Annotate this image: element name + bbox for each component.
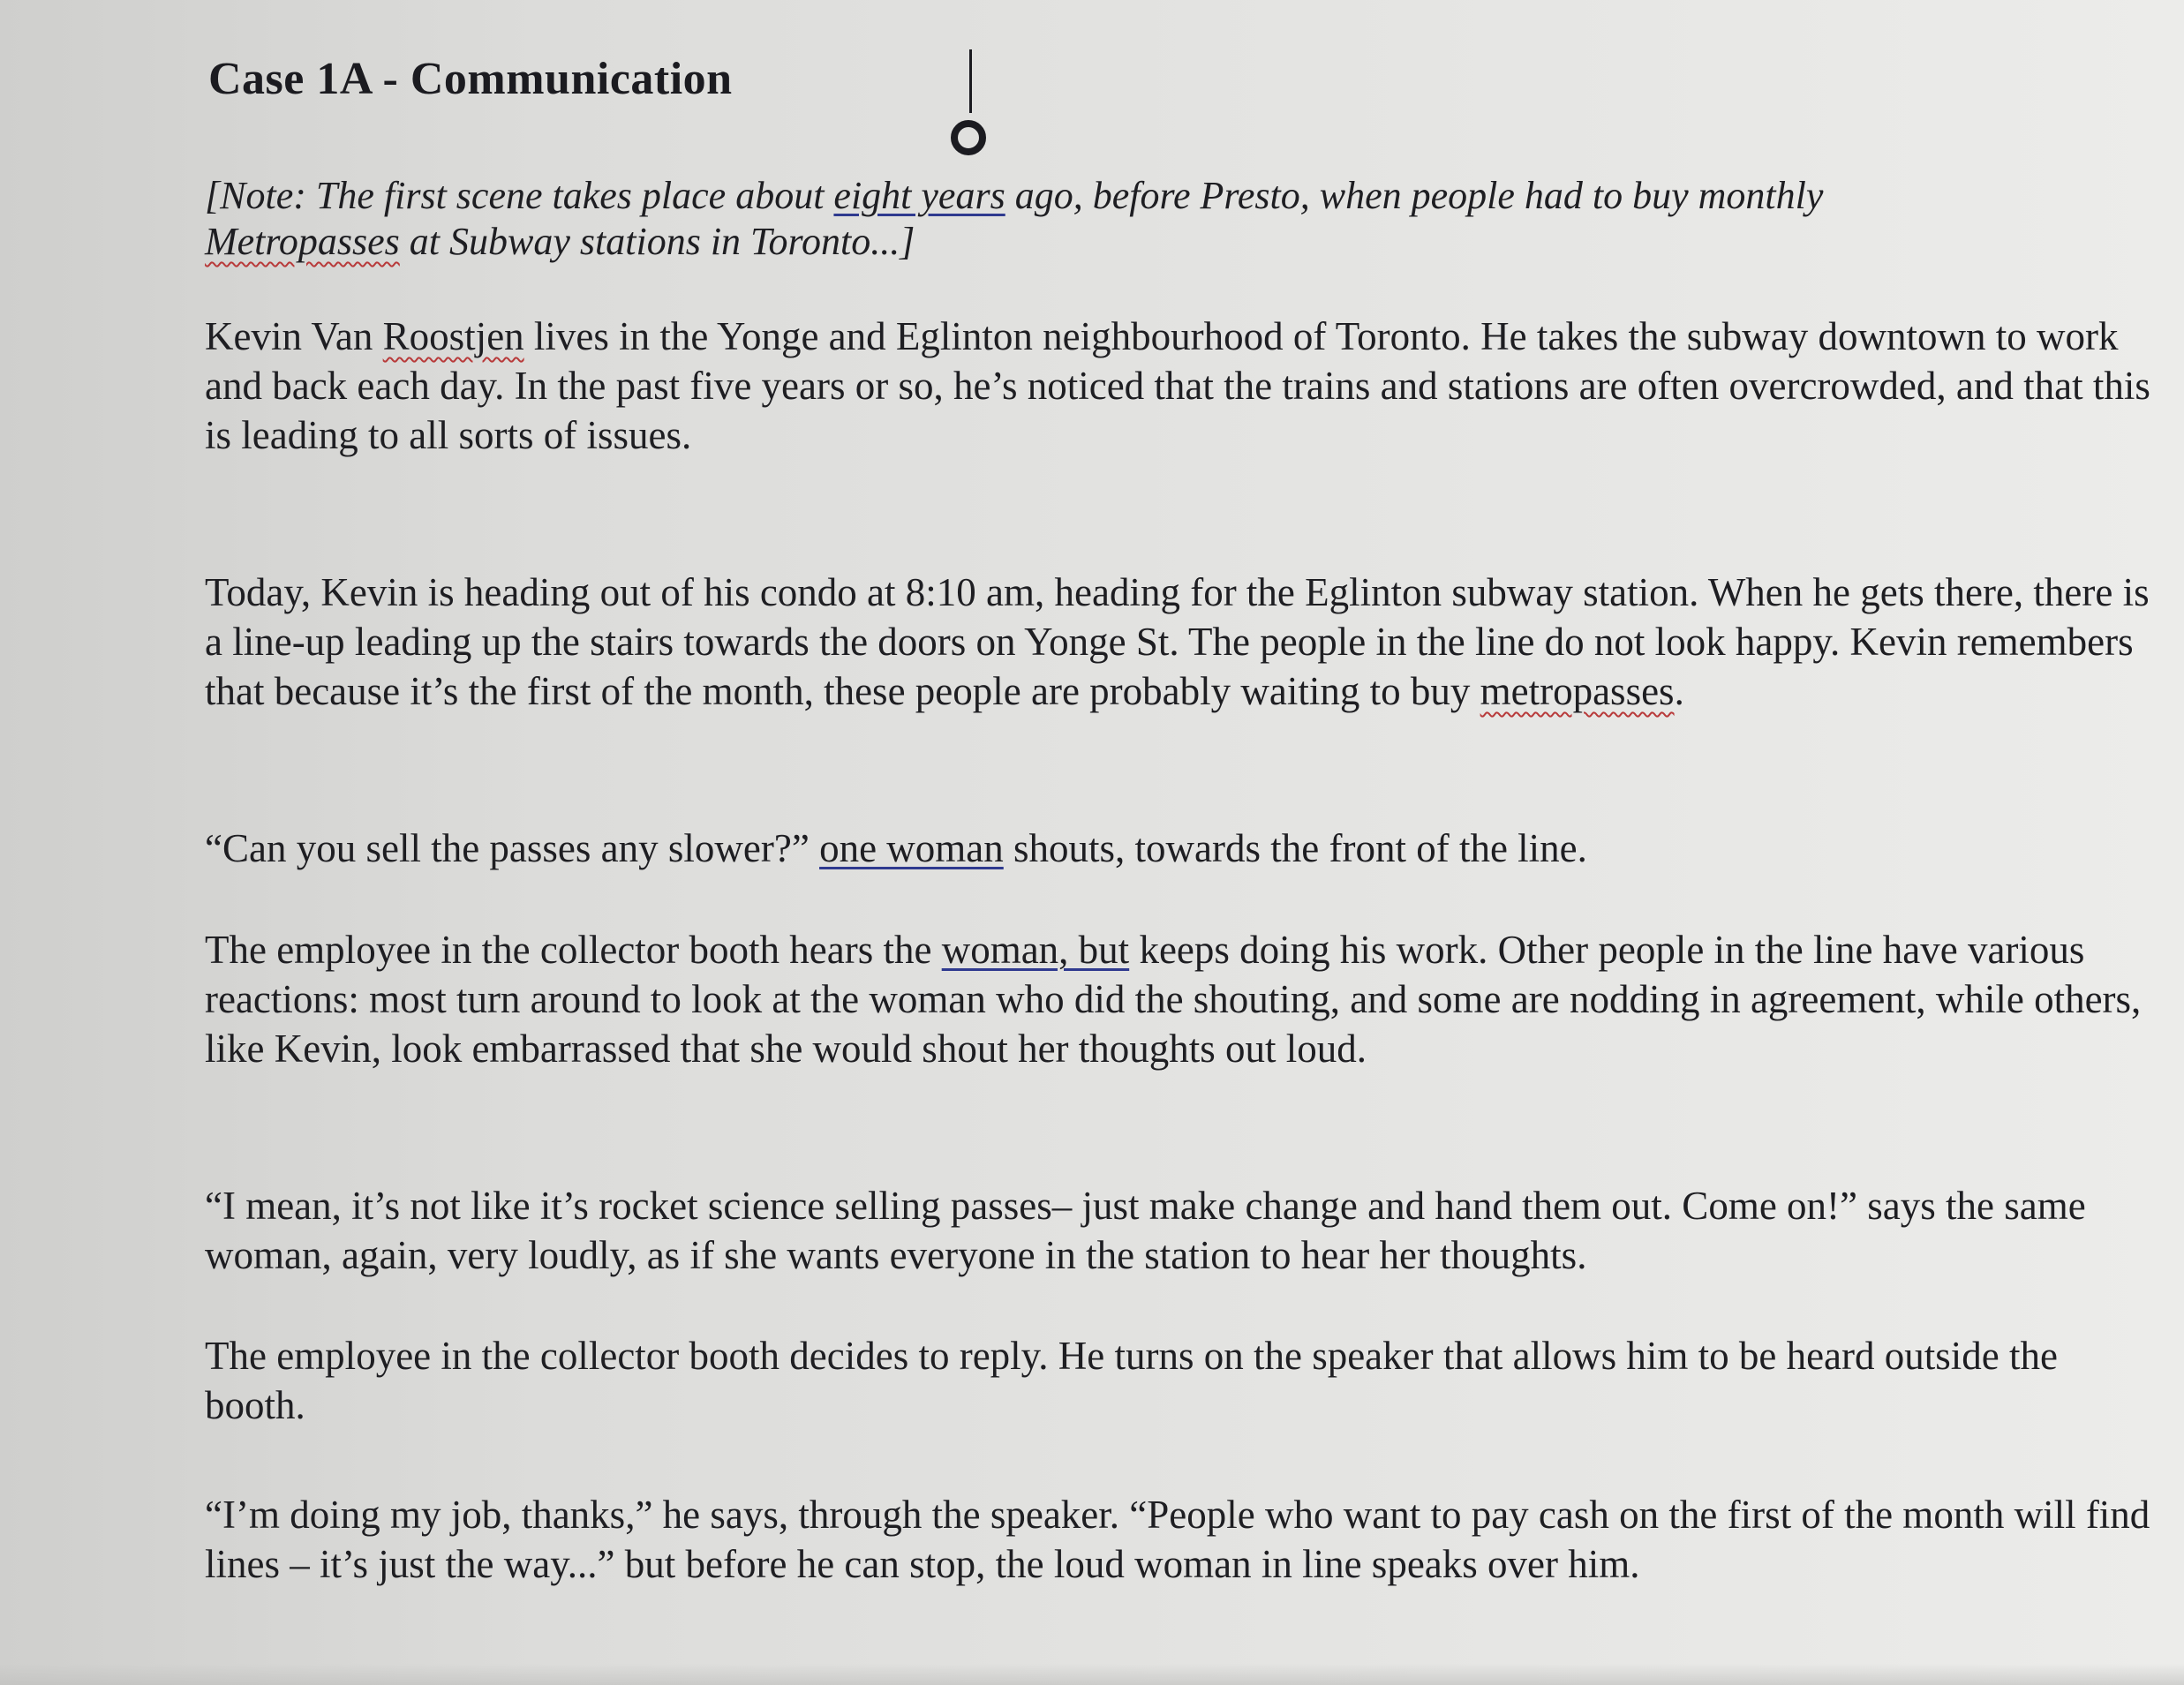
grammar-flag-woman-but[interactable]: woman, but [941,928,1130,972]
grammar-flag-eight-years[interactable]: eight years [833,174,1005,217]
title-row [205,42,2147,120]
p3-text-before: “Can you sell the passes any slower?” [205,826,820,870]
p2-text-after: . [1674,669,1684,713]
spelling-flag-metropasses[interactable]: Metropasses [205,220,400,263]
p3-text-after: shouts, towards the front of the line. [1003,826,1587,870]
paragraph-6[interactable]: The employee in the collector booth decides to reply. He turns on the speaker that allows him to be heard outside the booth. [205,1334,2058,1427]
note-text-before: [Note: The first scene takes place about [205,174,834,217]
paragraph-3[interactable] [205,824,2165,873]
note-paragraph[interactable] [205,173,2023,265]
note-text-middle: ago, before Presto, when people had to buy monthly [1005,174,1824,217]
paragraph-7[interactable]: “I’m doing my job, thanks,” he says, through the speaker. “People who want to pay cash on the first of the month will find lines – it’s just the way...” but before he can stop, the loud woman in line speaks over him. [205,1493,2150,1586]
note-text-after: at Subway stations in Toronto...] [399,220,915,263]
p4-text-before: The employee in the collector booth hears the [205,928,942,972]
paragraph-5[interactable]: “I mean, it’s not like it’s rocket science selling passes– just make change and hand them out. Come on!” says the same woman, again, very loudly, as if she wants everyone in the station to hear her thoughts. [205,1184,2086,1277]
paragraph-4[interactable] [205,925,2165,1073]
p4-text-after: keeps doing his work. Other people in the line have various reactions: most turn around to look at the woman who did the shouting, and some are nodding in agreement, while others, like Kevin, look embarrassed that she would shout her thoughts out loud. [205,928,2142,1071]
paragraph-1[interactable] [205,312,2165,460]
p1-text-before: Kevin Van [205,314,383,358]
p1-text-after: lives in the Yonge and Eglinton neighbourhood of Toronto. He takes the subway downtown to work and back each day. In the past five years or so, he’s noticed that the trains and stations are often overcrowded, and that this is leading to all sorts of issues. [205,314,2150,457]
document-title[interactable]: Case 1A - Communication [208,54,733,104]
paragraph-2[interactable] [205,568,2165,716]
spelling-flag-roostjen[interactable]: Roostjen [382,314,524,358]
document-page[interactable] [205,42,2150,1586]
p2-text-before: Today, Kevin is heading out of his condo at 8:10 am, heading for the Eglinton subway station. When he gets there, there is a line-up leading up the stairs towards the doors on Yonge St. The people in the line do not look happy. Kevin remembers that because it’s the first of the month, these people are probably waiting to buy [205,570,2150,713]
screen-edge-shadow [0,1664,2184,1685]
grammar-flag-one-woman[interactable]: one woman [819,826,1004,870]
cursor-handle-icon[interactable] [951,120,986,155]
spelling-flag-metropasses-2[interactable]: metropasses [1480,669,1675,713]
text-cursor [969,49,972,113]
